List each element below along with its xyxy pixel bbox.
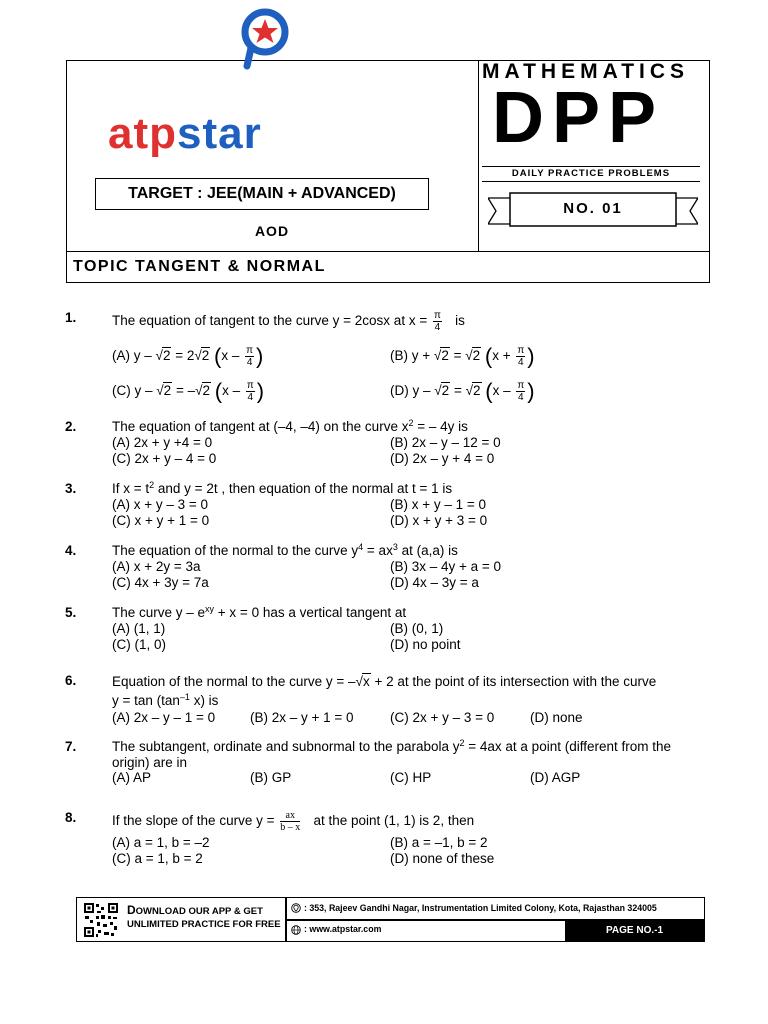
question-number: 1. — [65, 310, 77, 325]
website-line[interactable]: : www.atpstar.com — [291, 924, 381, 935]
question-text: Equation of the normal to the curve y = –√x + 2 at the point of its intersection with the curve — [112, 674, 657, 689]
option-c: (C) y – √2 = –√2 (x – $\frac{\pi}{4}$ ) — [112, 378, 265, 404]
question-number: 2. — [65, 419, 77, 434]
question-text: The curve $y - e^{xy} + x = 0$ has a vertical tangent at — [112, 604, 407, 620]
option-d: (D) none — [530, 710, 583, 725]
option-a: (A) AP — [112, 770, 152, 785]
globe-icon — [291, 925, 301, 935]
option-d: (D) 4x – 3y = a — [390, 575, 479, 590]
divider-line — [482, 181, 700, 182]
option-b: (B) (0, 1) — [390, 621, 444, 636]
question-text: The equation of tangent at (–4, –4) on the curve $x^2$ = – 4y is — [112, 418, 468, 434]
download-app-text: DOWNLOAD OUR APP & GET UNLIMITED PRACTICE FOR FREE — [127, 903, 281, 930]
question-text: If $x = t^2$ and y = 2t , then equation of the normal at t = 1 is — [112, 480, 453, 496]
option-a: (A) y – √2 = 2√2 (x – $\frac{\pi}{4}$ ) — [112, 343, 264, 369]
option-a: (A) a = 1, b = –2 — [112, 835, 210, 850]
option-c: (C) (1, 0) — [112, 637, 166, 652]
footer-box — [76, 897, 705, 942]
divider-line — [482, 166, 700, 167]
option-c: (C) a = 1, b = 2 — [112, 851, 203, 866]
option-a: (A) x + y – 3 = 0 — [112, 497, 209, 512]
question-text: If the slope of the curve y = $\frac{ax}{b - x}$ at the point (1, 1) is 2, then — [112, 810, 475, 833]
subject-title: MATHEMATICS — [482, 60, 690, 83]
option-b: (B) 3x – 4y + a = 0 — [390, 559, 502, 574]
location-pin-icon — [291, 903, 301, 914]
option-d: (D) y – √2 = √2 (x – $\frac{\pi}{4}$ ) — [390, 378, 535, 404]
option-a: (A) (1, 1) — [112, 621, 166, 636]
target-box: TARGET : JEE(MAIN + ADVANCED) — [95, 178, 429, 210]
dpp-subtitle: DAILY PRACTICE PROBLEMS — [511, 168, 671, 179]
qr-code-icon[interactable] — [83, 902, 119, 938]
address-line: : 353, Rajeev Gandhi Nagar, Instrumentation Limited Colony, Kota, Rajasthan 324005 — [291, 903, 657, 914]
option-c: (C) 2x + y – 3 = 0 — [390, 710, 495, 725]
option-b: (B) a = –1, b = 2 — [390, 835, 488, 850]
dpp-number: NO. 01 — [563, 200, 623, 217]
question-text: $y = \tan (\tan^{-1}$ x) is — [112, 692, 219, 708]
option-d: (D) 2x – y + 4 = 0 — [390, 451, 495, 466]
question-text: The equation of tangent to the curve y = 2cosx at x = $\frac{\pi}{4}$ is — [112, 310, 465, 333]
question-number: 5. — [65, 605, 77, 620]
question-number: 4. — [65, 543, 77, 558]
logo-text-star: star — [177, 109, 262, 158]
option-d: (D) AGP — [530, 770, 581, 785]
question-number: 8. — [65, 810, 77, 825]
option-d: (D) x + y + 3 = 0 — [390, 513, 488, 528]
option-a: (A) x + 2y = 3a — [112, 559, 201, 574]
question-number: 3. — [65, 481, 77, 496]
aod-label: AOD — [254, 223, 290, 239]
option-a: (A) 2x + y +4 = 0 — [112, 435, 213, 450]
topic-title: TOPIC TANGENT & NORMAL — [73, 258, 326, 275]
question-text: origin) are in — [112, 755, 188, 770]
option-d: (D) none of these — [390, 851, 495, 866]
logo-text-atp: atp — [108, 109, 177, 158]
page-number: PAGE NO.-1 — [565, 920, 704, 941]
question-number: 7. — [65, 739, 77, 754]
option-b: (B) 2x – y + 1 = 0 — [250, 710, 354, 725]
option-c: (C) 4x + 3y = 7a — [112, 575, 209, 590]
option-c: (C) 2x + y – 4 = 0 — [112, 451, 217, 466]
option-c: (C) HP — [390, 770, 432, 785]
logo-pin-star-icon — [238, 8, 290, 70]
option-b: (B) GP — [250, 770, 292, 785]
dpp-title: DPP — [492, 78, 665, 158]
option-c: (C) x + y + 1 = 0 — [112, 513, 210, 528]
option-a: (A) 2x – y – 1 = 0 — [112, 710, 216, 725]
option-b: (B) y + √2 = √2 (x + $\frac{\pi}{4}$ ) — [390, 343, 535, 369]
logo-wordmark — [108, 109, 262, 158]
question-number: 6. — [65, 673, 77, 688]
question-text: The equation of the normal to the curve $y^4 = ax^3$ at (a,a) is — [112, 542, 458, 558]
option-b: (B) 2x – y – 12 = 0 — [390, 435, 501, 450]
option-b: (B) x + y – 1 = 0 — [390, 497, 487, 512]
option-d: (D) no point — [390, 637, 461, 652]
question-text: The subtangent, ordinate and subnormal to the parabola $y^2 = 4ax$ at a point (different from the — [112, 738, 672, 754]
